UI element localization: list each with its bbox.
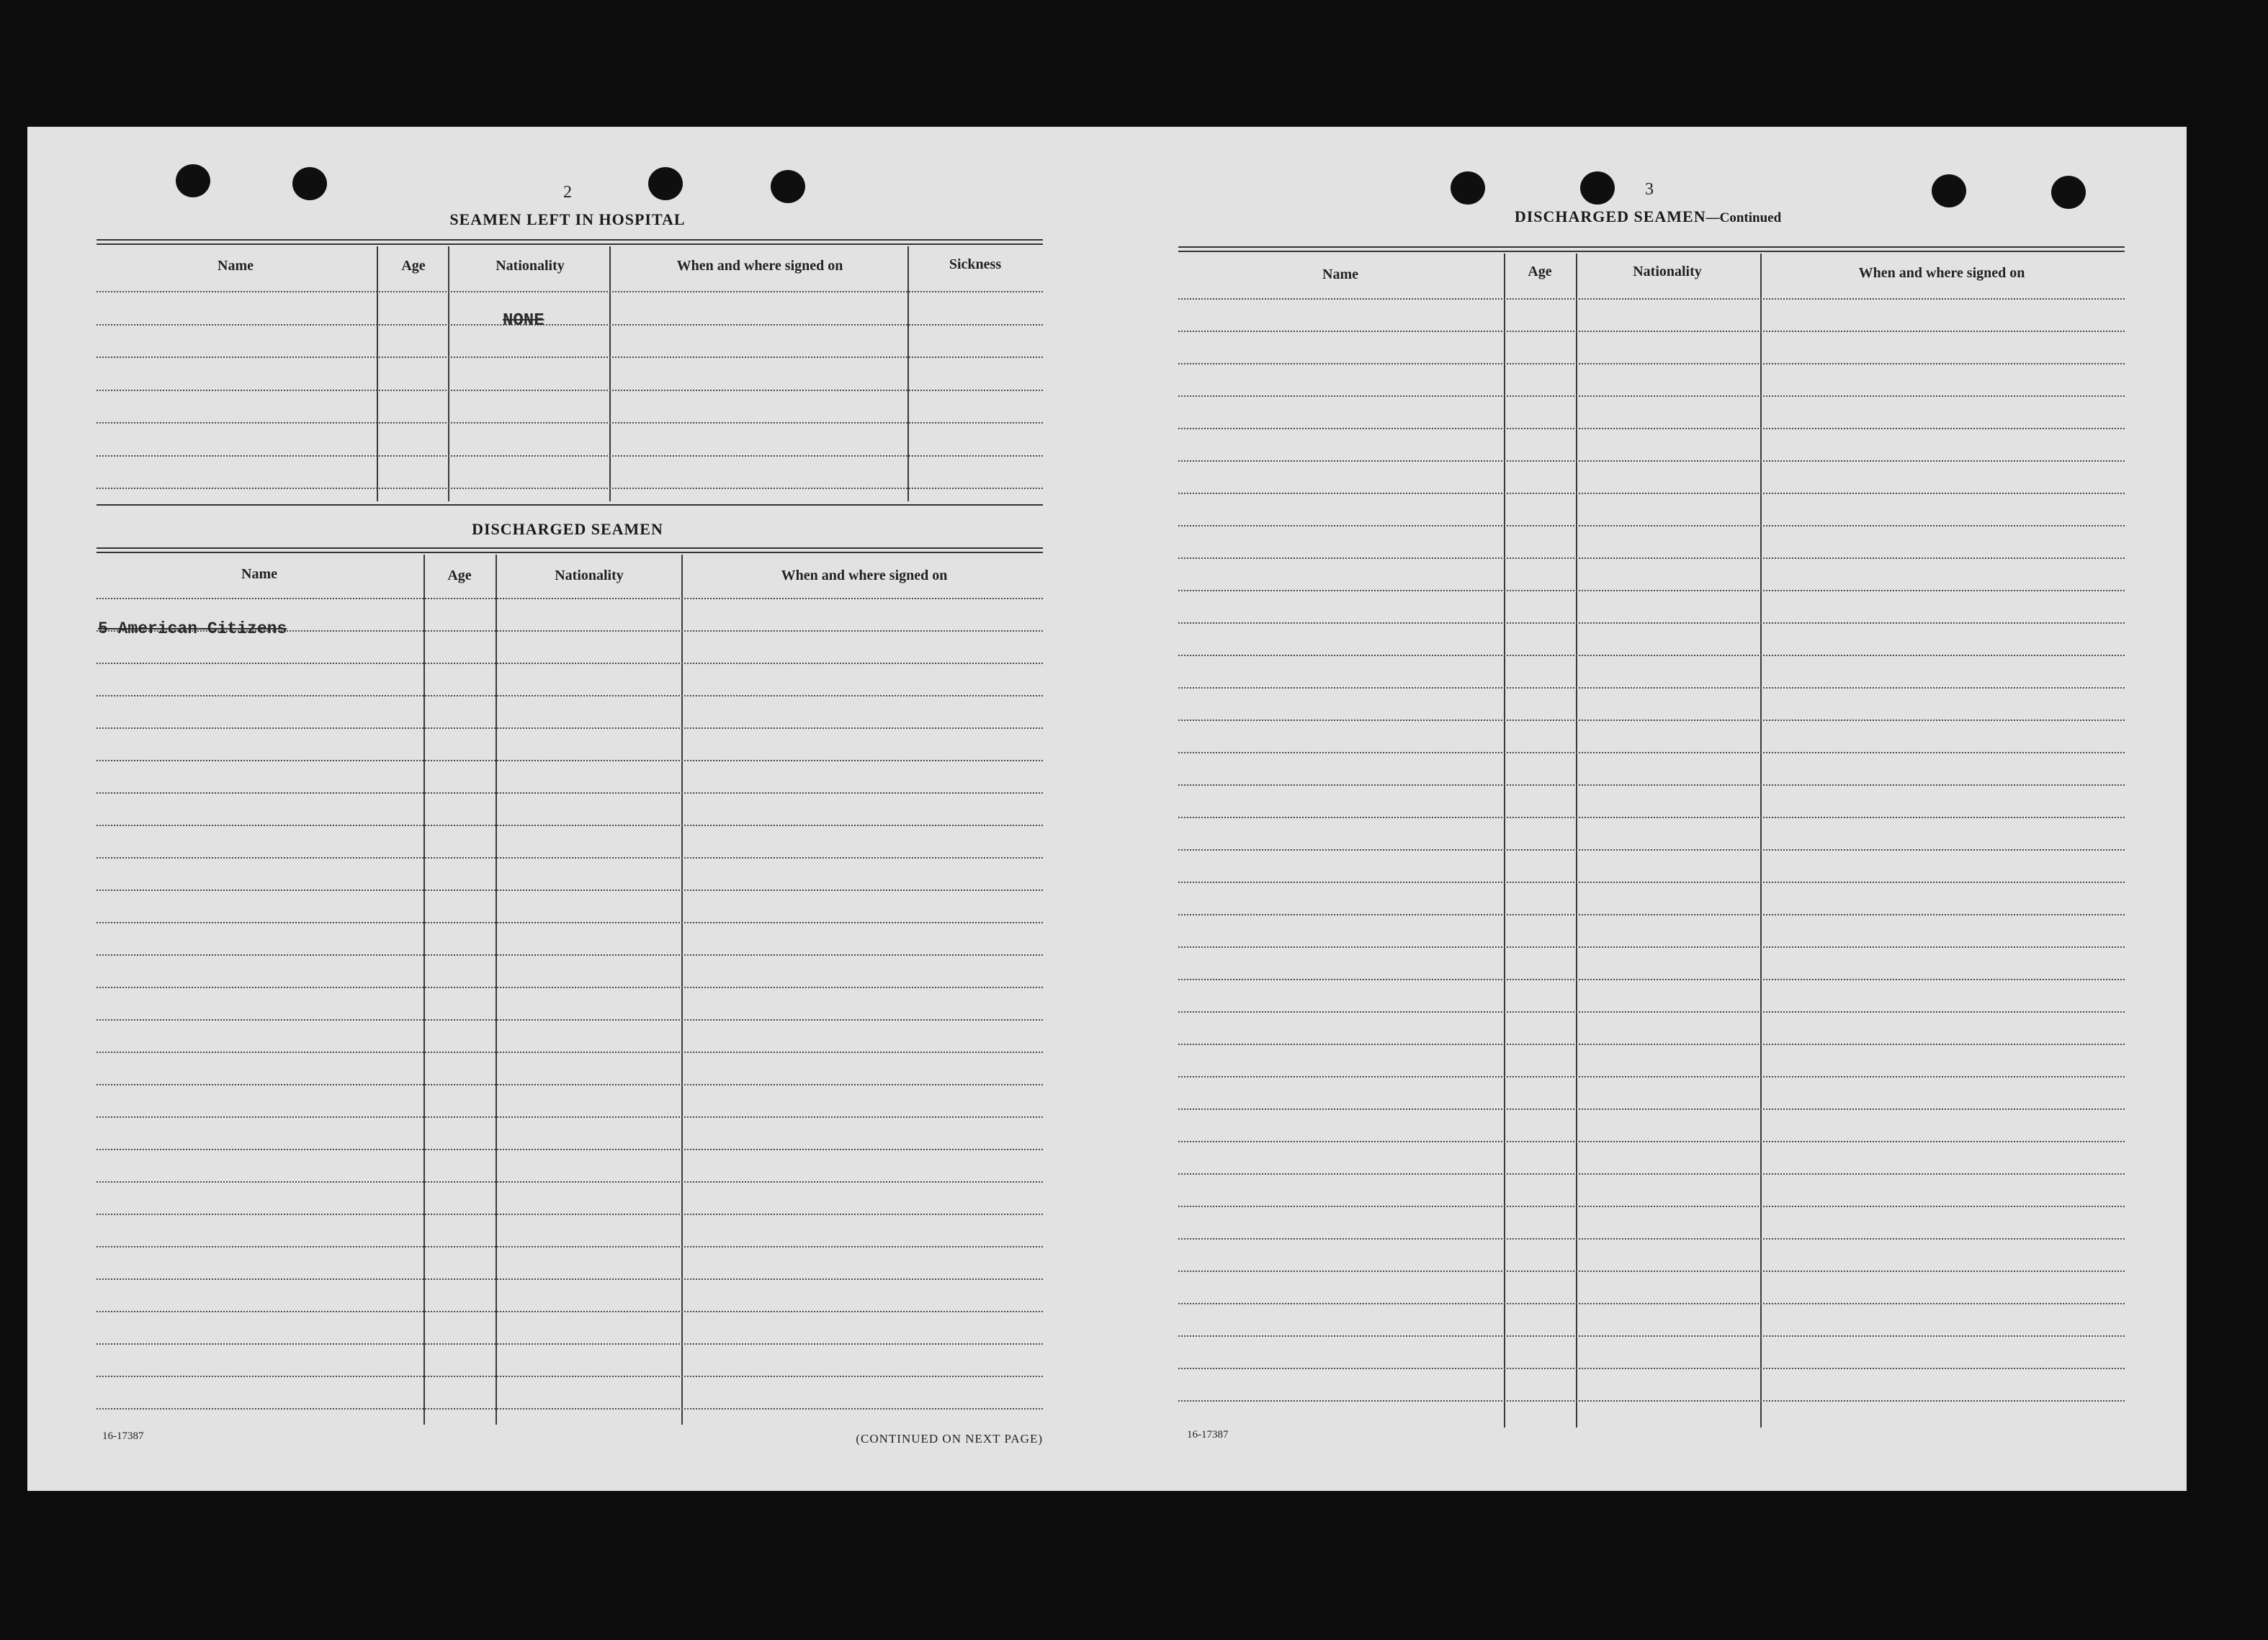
table-row-line (97, 1376, 1043, 1377)
section-title-hospital: SEAMEN LEFT IN HOSPITAL (449, 210, 686, 228)
table-row-line (97, 324, 1043, 326)
column-divider (1504, 254, 1505, 1428)
table-row-line (97, 1343, 1043, 1345)
column-header-age: Age (401, 258, 426, 274)
column-divider (1760, 254, 1762, 1428)
table-row-line (1178, 1335, 2125, 1337)
table-row-line (1178, 1141, 2125, 1142)
section-title-discharged: DISCHARGED SEAMEN (472, 520, 663, 538)
continued-note: (CONTINUED ON NEXT PAGE) (856, 1432, 1043, 1446)
hospital-top-rule (97, 243, 1043, 245)
form-number: 16-17387 (102, 1430, 144, 1442)
table-row-line (97, 488, 1043, 489)
continued-top-rule (1178, 246, 2125, 248)
table-row-line (1178, 395, 2125, 397)
discharged-entry: 5 American Citizens (98, 619, 287, 638)
table-row-line (1178, 1011, 2125, 1013)
punch-hole (771, 170, 805, 203)
table-row-line (1178, 882, 2125, 883)
table-row-line (97, 1116, 1043, 1118)
table-row-line (1178, 752, 2125, 753)
form-number: 16-17387 (1187, 1429, 1229, 1440)
table-row-line (1178, 914, 2125, 915)
table-row-line (1178, 1173, 2125, 1175)
column-divider (377, 246, 378, 501)
table-row-line (97, 291, 1043, 292)
column-divider (1576, 254, 1577, 1428)
table-row-line (1178, 817, 2125, 818)
column-divider (448, 246, 449, 501)
table-row-line (1178, 720, 2125, 721)
table-row-line (97, 1408, 1043, 1410)
discharged-top-rule (97, 552, 1043, 553)
table-row-line (1178, 1271, 2125, 1272)
column-header-name: Name (218, 258, 254, 274)
column-divider (681, 555, 683, 1425)
table-row-line (97, 1149, 1043, 1150)
table-row-line (1178, 979, 2125, 980)
table-row-line (97, 1214, 1043, 1215)
punch-hole (1932, 174, 1966, 207)
table-row-line (1178, 428, 2125, 429)
table-row-line (97, 922, 1043, 923)
page-number: 3 (1645, 180, 1654, 199)
column-header-name: Name (1322, 266, 1358, 282)
table-row-line (97, 663, 1043, 664)
table-row-line (97, 1181, 1043, 1183)
table-row-line (1178, 687, 2125, 689)
table-row-line (97, 1246, 1043, 1247)
table-row-line (97, 857, 1043, 859)
hospital-entry: NONE (503, 311, 544, 331)
punch-hole (1451, 171, 1485, 205)
table-row-line (97, 760, 1043, 761)
table-row-line (97, 1278, 1043, 1280)
column-header-nationality: Nationality (1633, 264, 1702, 279)
punch-hole (292, 167, 327, 200)
table-row-line (97, 727, 1043, 729)
title-suffix: —Continued (1706, 210, 1782, 225)
table-row-line (97, 455, 1043, 457)
column-header-signed-on: When and where signed on (781, 568, 948, 583)
table-row-line (97, 825, 1043, 826)
table-row-line (97, 890, 1043, 891)
discharged-top-rule (97, 547, 1043, 549)
table-row-line (97, 987, 1043, 988)
column-divider (423, 555, 425, 1425)
hospital-top-rule (97, 239, 1043, 241)
table-row-line (1178, 1076, 2125, 1077)
hospital-bottom-rule (97, 504, 1043, 506)
column-header-name: Name (241, 566, 277, 582)
table-row-line (1178, 784, 2125, 786)
table-row-line (97, 390, 1043, 391)
table-row-line (1178, 525, 2125, 526)
column-header-nationality: Nationality (496, 258, 565, 274)
punch-hole (176, 164, 210, 197)
table-row-line (1178, 493, 2125, 494)
column-header-age: Age (1528, 264, 1552, 279)
table-row-line (1178, 1206, 2125, 1207)
table-row-line (97, 954, 1043, 956)
table-row-line (97, 1311, 1043, 1312)
table-row-line (97, 357, 1043, 358)
page-number: 2 (563, 183, 572, 202)
table-row-line (97, 598, 1043, 599)
table-row-line (97, 1019, 1043, 1021)
table-row-line (1178, 331, 2125, 332)
table-row-line (1178, 1303, 2125, 1304)
table-row-line (1178, 1368, 2125, 1369)
table-row-line (1178, 557, 2125, 559)
table-row-line (97, 792, 1043, 794)
table-row-line (1178, 363, 2125, 364)
document-sheet (27, 127, 2187, 1491)
table-row-line (1178, 1108, 2125, 1110)
column-header-signed-on: When and where signed on (676, 258, 843, 274)
table-row-line (1178, 622, 2125, 624)
table-row-line (1178, 1238, 2125, 1240)
column-header-age: Age (447, 568, 472, 583)
title-text: DISCHARGED SEAMEN (1514, 207, 1706, 225)
column-divider (609, 246, 611, 501)
table-row-line (1178, 298, 2125, 300)
column-divider (496, 555, 497, 1425)
table-row-line (1178, 460, 2125, 462)
table-row-line (1178, 946, 2125, 948)
punch-hole (1580, 171, 1615, 205)
section-title-discharged-continued (1468, 207, 1828, 226)
table-row-line (1178, 1044, 2125, 1045)
table-row-line (97, 1084, 1043, 1085)
punch-hole (648, 167, 683, 200)
column-header-signed-on: When and where signed on (1858, 265, 2025, 281)
punch-hole (2051, 176, 2086, 209)
table-row-line (1178, 1400, 2125, 1402)
table-row-line (1178, 849, 2125, 851)
table-row-line (97, 1052, 1043, 1053)
continued-top-rule (1178, 251, 2125, 252)
table-row-line (97, 695, 1043, 696)
table-row-line (1178, 590, 2125, 591)
column-header-sickness: Sickness (949, 256, 1002, 272)
column-header-nationality: Nationality (555, 568, 624, 583)
table-row-line (1178, 655, 2125, 656)
table-row-line (97, 422, 1043, 424)
column-divider (907, 246, 909, 501)
